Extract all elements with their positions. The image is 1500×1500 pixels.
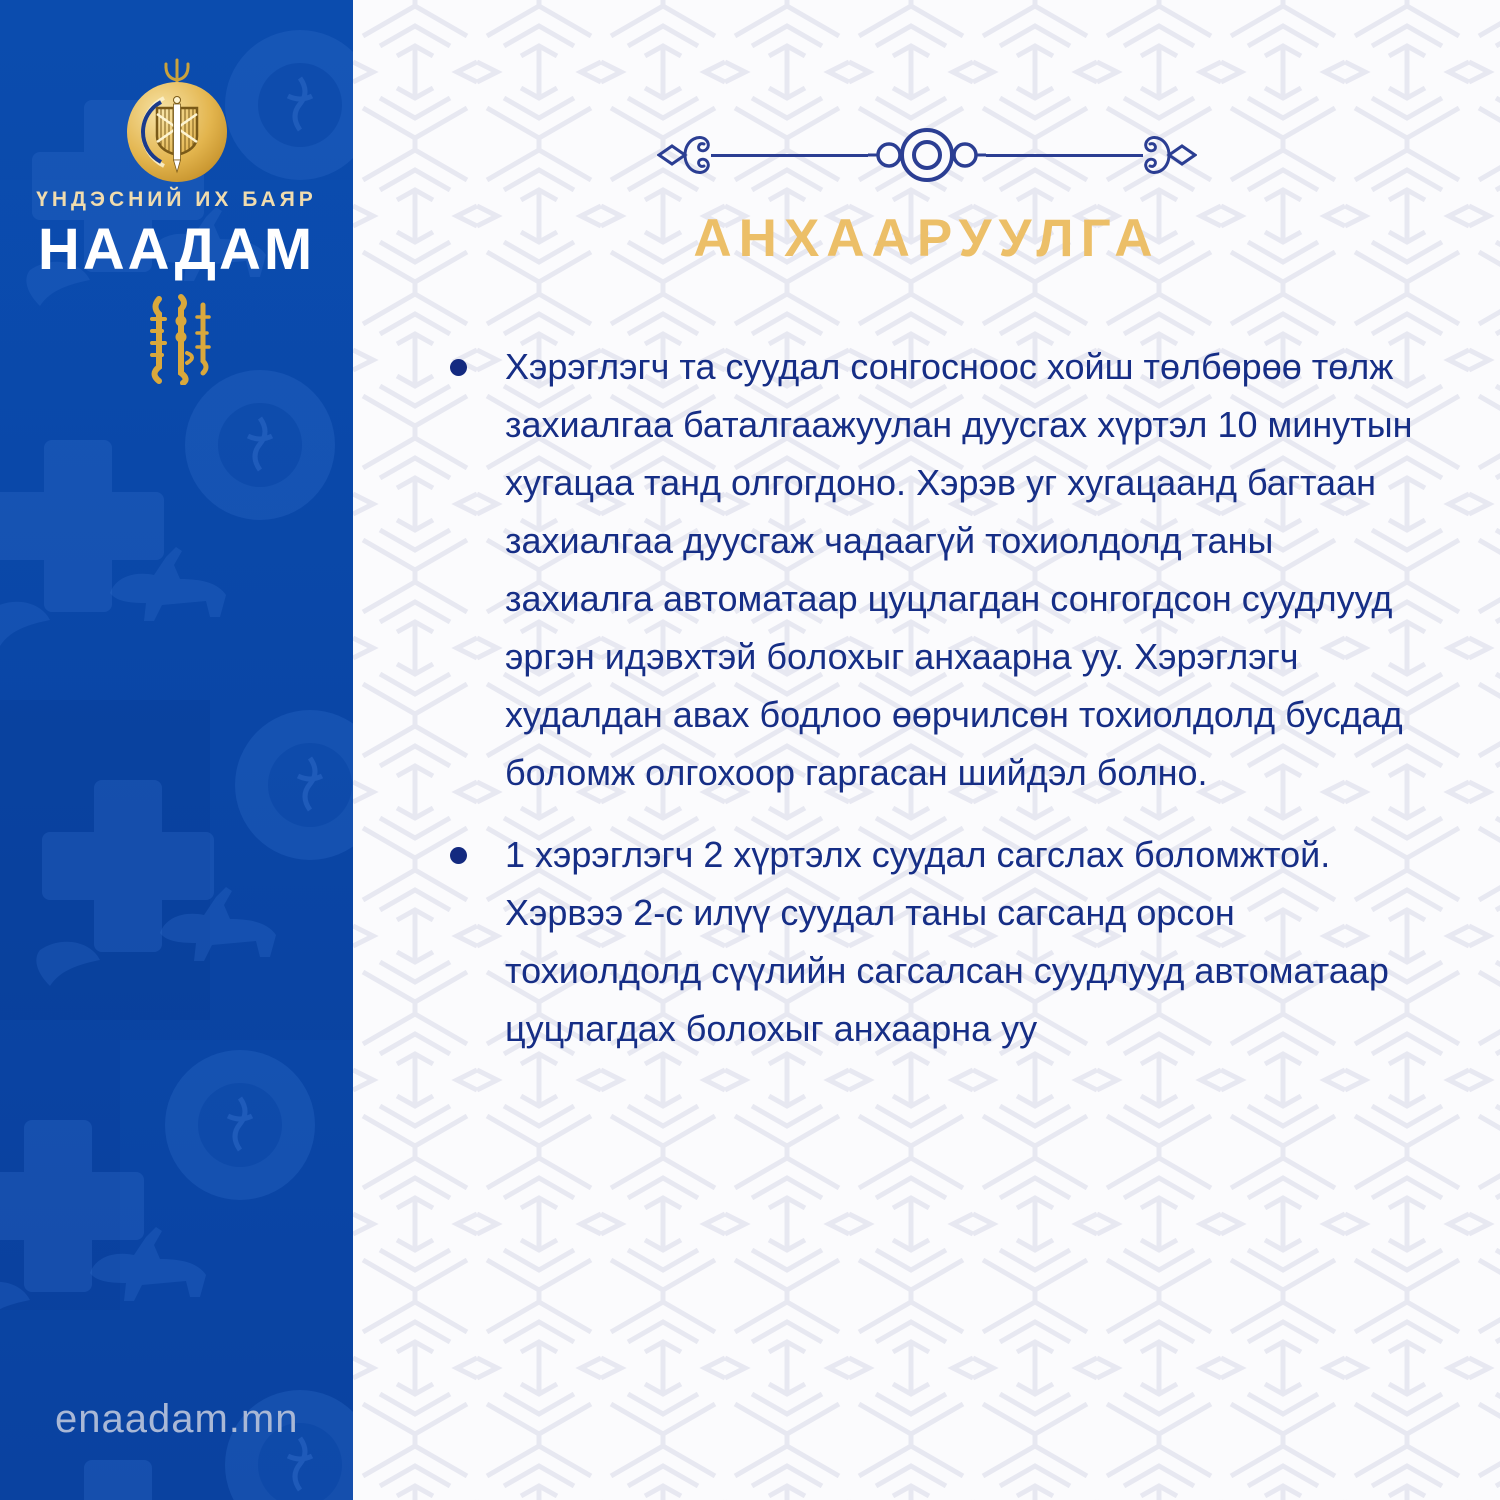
notice-list [448,338,1413,1058]
circle-ornament-icon [868,123,986,187]
bullet-dot-icon [450,847,467,864]
list-item [448,826,1413,1058]
mongolian-script-icon [129,293,224,385]
sidebar [0,0,353,1500]
divider-line [711,154,868,157]
page-title: АНХААРУУЛГА [693,209,1160,268]
list-item [448,338,1413,802]
bullet-text: Хэрэглэгч та суудал сонгосноос хойш төлбөрөө төлж захиалгаа баталгаажуулан дуусгах хүртэл 10 минутын хугацаа танд олгогдоно. Хэрэв уг хугацаанд багтаан захиалгаа дуусгаж чадаагүй тохиолдолд таны захиалга автоматаар цуцлагдан сонгогдсон суудлууд эргэн идэвхтэй болохыг анхаарна уу. Хэрэглэгч худалдан авах бодлоо өөрчилсөн тохиолдолд бусдад боломж олгохоор гаргасан шийдэл болно. [505,346,1413,793]
bullet-dot-icon [450,359,467,376]
main-area [353,0,1500,1500]
naadam-emblem-icon [117,56,237,184]
scroll-ornament-left-icon [657,125,711,185]
ornamental-divider [657,125,1197,185]
bullet-text: 1 хэрэглэгч 2 хүртэлх суудал сагслах боломжтой. Хэрвээ 2-с илүү суудал таны сагсанд орсон тохиолдолд сүүлийн сагсалсан суудлууд автоматаар цуцлагдах болохыг анхаарна уу [505,834,1389,1049]
brand-logotype: НААДАМ [37,217,316,282]
brand-tagline: ҮНДЭСНИЙ ИХ БАЯР [36,188,317,211]
brand-logo-block [0,56,353,385]
scroll-ornament-right-icon [1143,125,1197,185]
divider-line [986,154,1143,157]
website-url: enaadam.mn [55,1397,299,1441]
